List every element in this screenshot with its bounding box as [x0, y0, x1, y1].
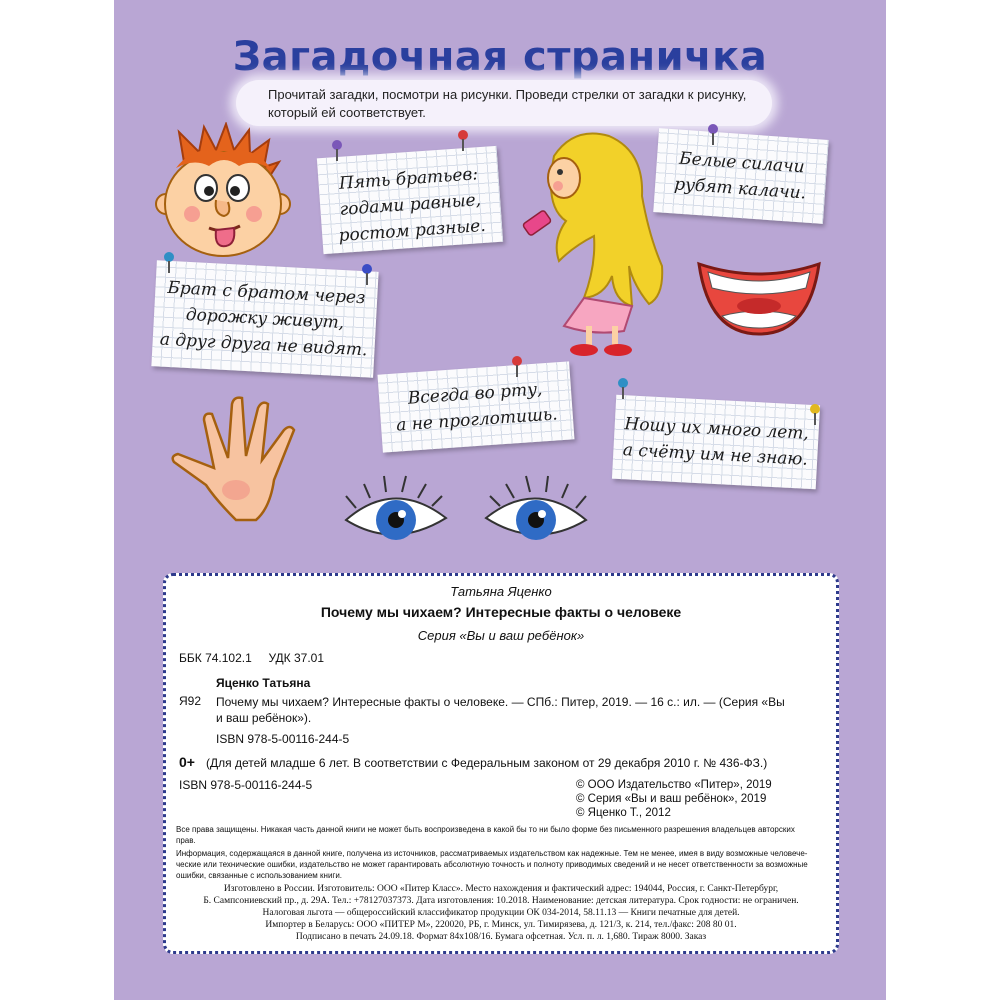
pin-icon — [362, 264, 372, 274]
mouth-teeth-illustration — [694, 254, 824, 338]
card-imprint — [166, 883, 836, 943]
riddle-line: Ношу их много лет, — [624, 414, 810, 444]
card-description-line: Почему мы чихаем? Интересные факты о человеке. — СПб.: Питер, 2019. — 16 с.: ил. — (Серия «Вы — [216, 695, 785, 709]
pin-icon — [164, 252, 174, 262]
card-author-bold: Яценко Татьяна — [216, 676, 311, 690]
imprint-card — [163, 573, 839, 954]
card-isbn: ISBN 978-5-00116-244-5 — [179, 778, 313, 792]
info-line: ошибки, связанные с использованием книги. — [176, 871, 343, 880]
rights-line: прав. — [176, 836, 196, 845]
riddle-line: Всегда во рту, — [407, 379, 544, 409]
page-title: Загадочная страничка — [232, 34, 768, 80]
imprint-line: Б. Сампсониевский пр., д. 29А. Тел.: +78127037373. Дата изготовления: 10.2018. Наименование: детская литература. Срок годности: не ограничен. — [203, 896, 799, 906]
info-line: Информация, содержащаяся в данной книге, получена из источников, рассматриваемых издательством как надежные. Тем не менее, имея в виду возможные человече- — [176, 849, 808, 858]
pin-icon — [332, 140, 342, 150]
riddle-note-3 — [151, 260, 378, 377]
riddle-line: а друг друга не видят. — [159, 329, 368, 361]
riddle-line: Пять братьев: — [338, 164, 479, 194]
pin-icon — [512, 356, 522, 366]
info-line: ческие или технические ошибки, издательство не может гарантировать абсолютную точность и полноту приводимых сведений и не несет ответственности за возможные — [176, 860, 808, 869]
card-classification-codes: ББК 74.102.1 УДК 37.01 — [179, 651, 325, 665]
card-shelf-code: Я92 — [179, 694, 202, 708]
face-tongue-illustration — [154, 122, 294, 262]
age-rating: 0+ — [179, 754, 195, 770]
imprint-line: Налоговая льгота — общероссийский классификатор продукции ОК 034-2014, 58.11.13 — Книги печатные для детей. — [262, 908, 740, 918]
pin-icon — [810, 404, 820, 414]
pin-icon — [618, 378, 628, 388]
girl-hair-illustration — [514, 126, 674, 362]
card-description-line: и ваш ребёнок»). — [216, 711, 312, 725]
instruction-box — [236, 80, 772, 126]
copyright-line: © ООО Издательство «Питер», 2019 — [576, 779, 772, 791]
riddle-note-5 — [612, 395, 820, 490]
riddle-line: а не проглотишь. — [395, 404, 559, 436]
card-isbn-inner: ISBN 978-5-00116-244-5 — [216, 732, 350, 746]
riddle-note-2 — [653, 128, 828, 224]
riddle-line: Брат с братом через — [166, 277, 366, 309]
instruction-line: Прочитай загадки, посмотри на рисунки. Проведи стрелки от загадки к рисунку, — [268, 87, 747, 102]
card-series: Серия «Вы и ваш ребёнок» — [417, 628, 585, 643]
card-rights-notice — [176, 824, 826, 846]
copyright-line: © Яценко Т., 2012 — [576, 807, 671, 819]
imprint-line: Подписано в печать 24.09.18. Формат 84х108/16. Бумага офсетная. Усл. п. л. 1,680. Тираж 8000. Заказ — [295, 932, 707, 942]
hand-illustration — [166, 390, 336, 530]
rights-line: Все права защищены. Никакая часть данной книги не может быть воспроизведена в какой бы то ни было форме без письменного разрешения владельцев авторских — [176, 825, 795, 834]
pin-icon — [708, 124, 718, 134]
imprint-line: Импортер в Беларусь: ООО «ПИТЕР М», 220020, РБ, г. Минск, ул. Тимирязева, д. 121/3, к. 214, тел./факс: 208 80 01. — [265, 920, 737, 930]
riddle-line: рубят калачи. — [673, 174, 807, 204]
card-description — [216, 694, 826, 726]
copyright-line: © Серия «Вы и ваш ребёнок», 2019 — [576, 793, 767, 805]
instruction-line: который ей соответствует. — [268, 105, 426, 120]
imprint-line: Изготовлено в России. Изготовитель: ООО «Питер Класс». Место нахождения и фактический адрес: 194044, Россия, г. Санкт-Петербург, — [223, 884, 779, 894]
riddle-line: а счёту им не знаю. — [622, 440, 809, 470]
card-copyrights — [576, 778, 772, 820]
riddle-line: годами равные, — [339, 190, 482, 220]
age-rating-text: (Для детей младше 6 лет. В соответствии с Федеральным законом от 29 декабря 2010 г. № 436-ФЗ.) — [206, 756, 768, 770]
riddle-line: дорожку живут, — [185, 304, 345, 334]
riddle-line: Белые силачи — [678, 148, 806, 178]
riddle-line: ростом разные. — [337, 215, 487, 247]
riddle-note-1 — [317, 146, 503, 254]
riddle-note-4 — [378, 361, 575, 452]
card-info-notice — [176, 848, 826, 881]
card-author: Татьяна Яценко — [450, 584, 552, 599]
pin-icon — [458, 130, 468, 140]
eyes-illustration — [336, 468, 596, 550]
card-book-title: Почему мы чихаем? Интересные факты о человеке — [320, 604, 682, 620]
